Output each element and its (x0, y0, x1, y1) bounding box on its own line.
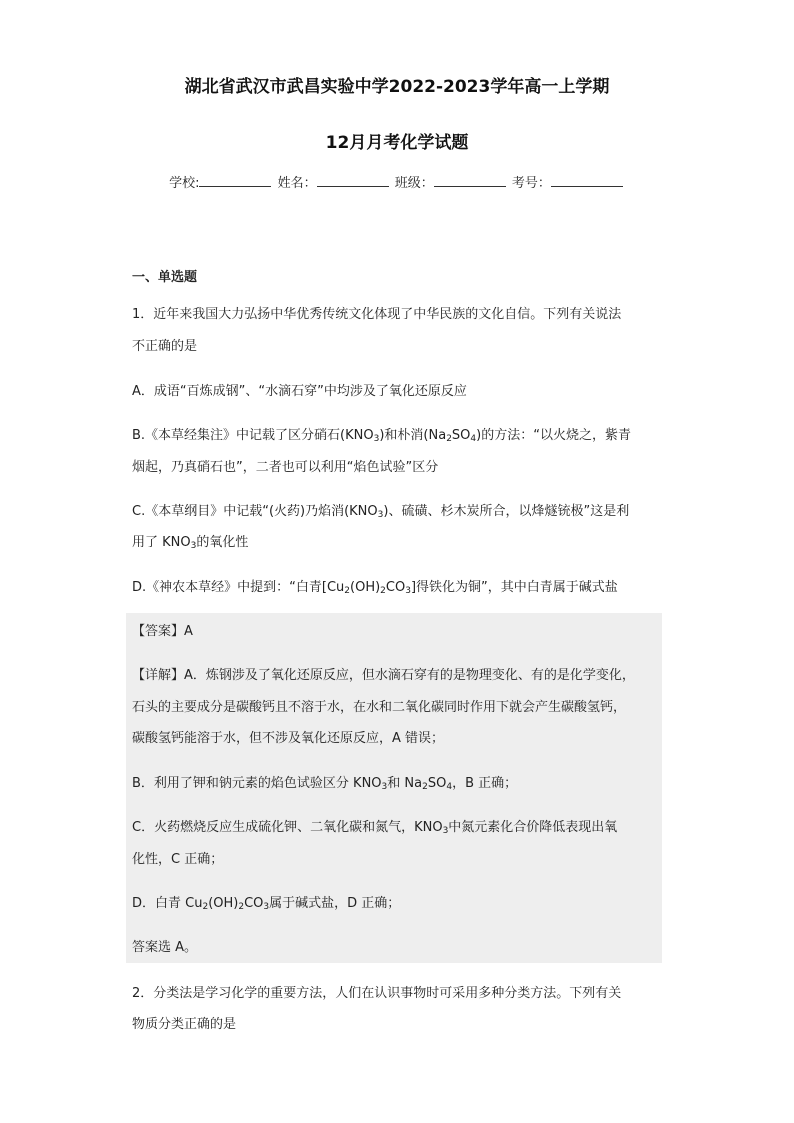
text-part: 用了 KNO (132, 535, 191, 550)
exam-title-line1: 湖北省武汉市武昌实验中学2022-2023学年高一上学期 (184, 77, 610, 97)
text-part: D.《神农本草经》中提到：“白青[Cu (132, 580, 345, 595)
q1-option-b-line2: 烟起，乃真硝石也”，二者也可以利用“焰色试验”区分 (132, 460, 439, 475)
subscript: 2 (202, 902, 209, 912)
text-part: CO (244, 896, 264, 911)
text-part: SO (451, 428, 471, 443)
name-label: 姓名： (277, 176, 317, 191)
subscript: 2 (422, 782, 428, 792)
subscript: 3 (377, 510, 384, 520)
text-part: )和朴消(Na (379, 428, 447, 443)
q1-option-c-line2 (132, 533, 248, 553)
text-part: 和 Na (387, 776, 423, 791)
subscript: 3 (405, 586, 411, 596)
class-label: 班级： (394, 176, 434, 191)
text-part: CO (385, 580, 406, 595)
q1-stem-line2: 不正确的是 (132, 339, 198, 354)
class-blank (434, 174, 506, 187)
subscript: 3 (442, 826, 449, 836)
text-part: 的氧化性 (196, 535, 249, 550)
subscript: 3 (263, 902, 270, 912)
q2-stem-line1: 2．分类法是学习化学的重要方法，人们在认识事物时可采用多种分类方法。下列有关 (132, 986, 622, 1001)
number-label: 考号： (511, 176, 551, 191)
school-label: 学校: (169, 176, 200, 191)
q2-stem-line2: 物质分类正确的是 (132, 1017, 237, 1032)
student-info-row (0, 172, 794, 191)
q1-conclusion: 答案选 A。 (132, 940, 198, 955)
q1-option-a: A．成语“百炼成钢”、“水滴石穿”中均涉及了氧化还原反应 (132, 384, 467, 399)
q1-detail-line3: 碳酸氢钙能溶于水，但不涉及氧化还原反应，A 错误； (132, 731, 445, 746)
name-blank (317, 174, 389, 187)
q1-detail-d (132, 894, 400, 914)
school-blank (199, 174, 271, 187)
q1-detail-b (132, 774, 517, 794)
text-part: (OH) (350, 580, 381, 595)
subscript: 2 (344, 586, 351, 596)
subscript: 3 (190, 541, 197, 551)
number-blank (551, 174, 623, 187)
q1-option-c-line1 (132, 502, 629, 522)
subscript: 4 (470, 434, 477, 444)
subscript: 3 (373, 434, 380, 444)
subscript: 2 (446, 434, 452, 444)
q1-option-b-line1 (132, 426, 631, 446)
section-title: 一、单选题 (132, 270, 198, 285)
text-part: ，B 正确； (452, 776, 518, 791)
subscript: 2 (238, 902, 245, 912)
q1-detail-c-line1 (132, 818, 617, 838)
text-part: D．白青 Cu (132, 896, 203, 911)
text-part: ]得铁化为铜”，其中白青属于碱式盐 (410, 580, 618, 595)
q1-detail-line2: 石头的主要成分是碳酸钙且不溶于水，在水和二氧化碳同时作用下就会产生碳酸氢钙， (132, 700, 627, 715)
subscript: 3 (381, 782, 388, 792)
subscript: 2 (380, 586, 386, 596)
q1-option-d (132, 578, 618, 598)
text-part: B．利用了钾和钠元素的焰色试验区分 KNO (132, 776, 382, 791)
q1-detail-c-line2: 化性，C 正确； (132, 852, 224, 867)
text-part: B.《本草经集注》中记载了区分硝石(KNO (132, 428, 374, 443)
q1-answer: 【答案】A (132, 624, 193, 639)
subscript: 4 (446, 782, 453, 792)
text-part: C．火药燃烧反应生成硫化钾、二氧化碳和氮气，KNO (132, 820, 443, 835)
text-part: C.《本草纲目》中记载“(火药)乃焰消(KNO (132, 504, 378, 519)
text-part: )、硫磺、杉木炭所合，以烽燧铳极”这是利 (383, 504, 630, 519)
text-part: SO (427, 776, 447, 791)
text-part: )的方法：“以火烧之，紫青 (476, 428, 631, 443)
text-part: 中氮元素化合价降低表现出氧 (448, 820, 618, 835)
q1-stem-line1: 1．近年来我国大力弘扬中华优秀传统文化体现了中华民族的文化自信。下列有关说法 (132, 307, 622, 322)
text-part: (OH) (208, 896, 239, 911)
text-part: 属于碱式盐，D 正确； (269, 896, 401, 911)
q1-detail-line1: 【详解】A．炼钢涉及了氧化还原反应，但水滴石穿有的是物理变化、有的是化学变化， (132, 668, 635, 683)
exam-title-line2: 12月月考化学试题 (325, 133, 469, 153)
